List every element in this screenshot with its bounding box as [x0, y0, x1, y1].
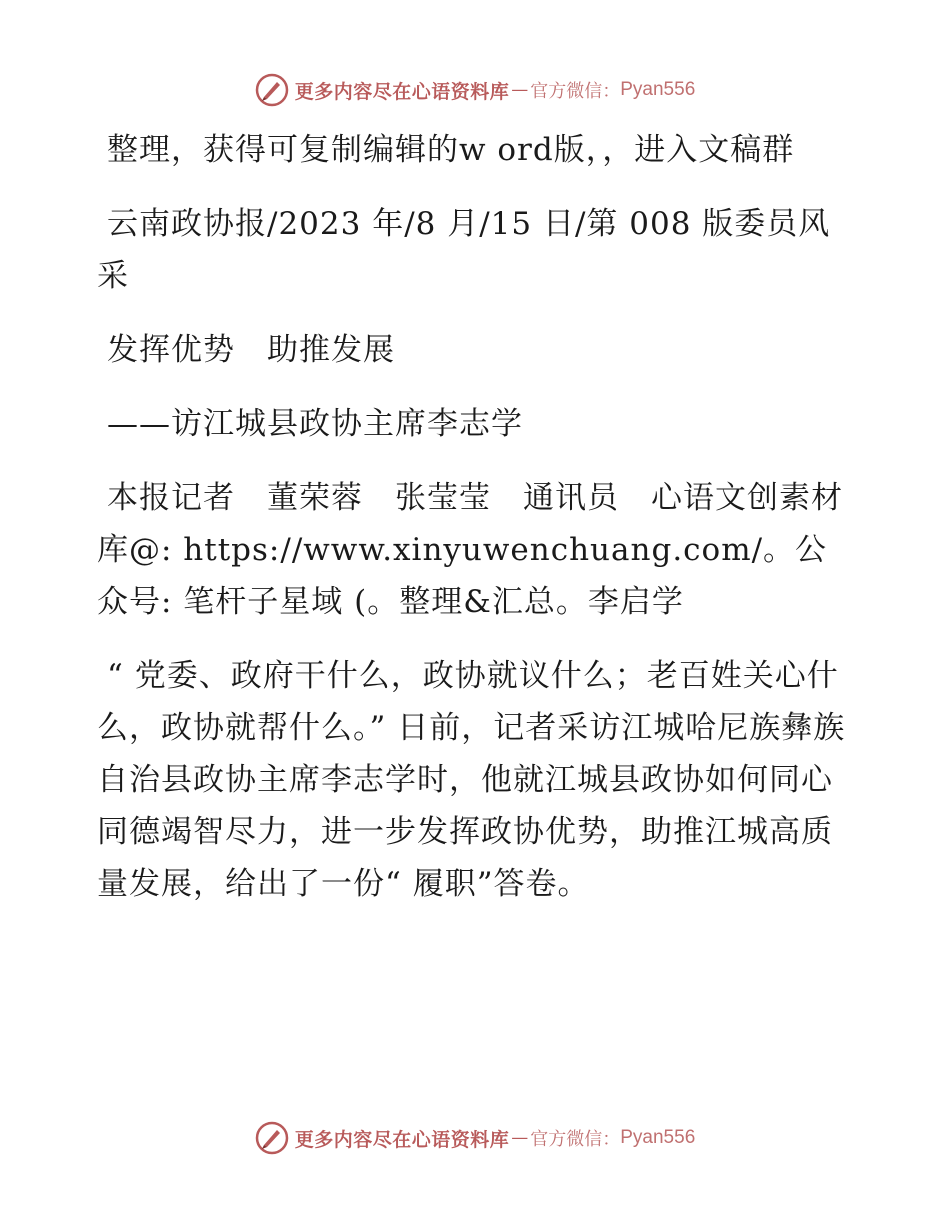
banner-wechat-id: Pyan556: [620, 79, 696, 100]
paragraph-source: 云南政协报/2023 年/8 月/15 日/第 008 版委员风采: [97, 206, 831, 294]
footer-watermark-banner: [0, 1118, 950, 1158]
banner-main-text: 更多内容尽在心语资料库: [294, 1128, 510, 1151]
paragraph-byline: 本报记者 董荣蓉 张莹莹 通讯员 心语文创素材库@: https://www.xinyuwenchuang.com/。公众号: 笔杆子星域 (。整理&汇总。李启学: [97, 480, 843, 620]
banner-main-text: 更多内容尽在心语资料库: [294, 80, 510, 103]
banner-wechat-label: 官方微信：: [530, 81, 621, 102]
logo-icon: [255, 73, 289, 107]
logo-icon: [255, 1121, 289, 1155]
paragraph-intro: 整理，获得可复制编辑的w ord版，，进入文稿群: [107, 132, 795, 168]
header-watermark-banner: [0, 70, 950, 110]
banner-separator: —: [511, 80, 529, 100]
paragraph-body: “ 党委、政府干什么，政协就议什么；老百姓关心什么，政协就帮什么。” 日前，记者采访江城哈尼族彝族自治县政协主席李志学时，他就江城县政协如何同心同德竭智尽力，进一步发挥政协优势，助推江城高质量发展，给出了一份“ 履职”答卷。: [97, 658, 846, 902]
banner-separator: —: [511, 1128, 529, 1148]
document-body: [97, 124, 857, 932]
article-subtitle: ——访江城县政协主席李志学: [107, 406, 523, 442]
banner-wechat-id: Pyan556: [620, 1127, 696, 1148]
banner-wechat-label: 官方微信：: [530, 1129, 621, 1150]
article-title: 发挥优势 助推发展: [107, 332, 395, 368]
